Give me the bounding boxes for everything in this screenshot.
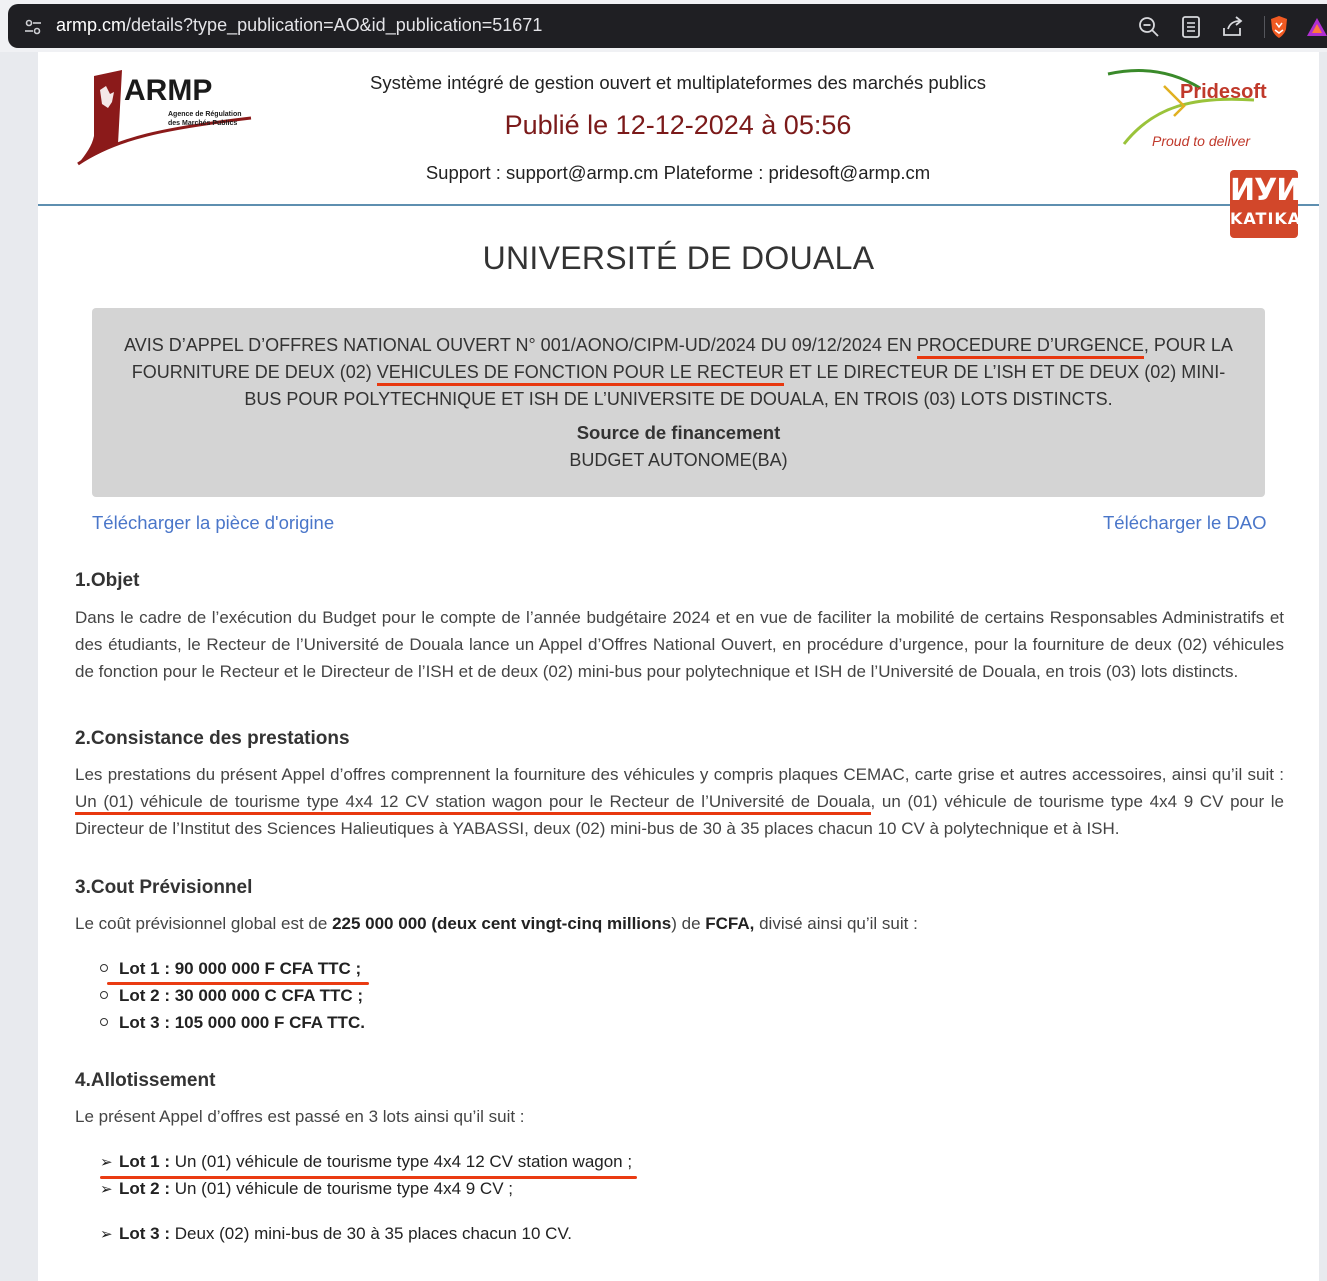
armp-logo[interactable] [76, 68, 256, 166]
circle-bullet-icon [100, 1018, 108, 1026]
section-cout-title: 3.Cout Prévisionnel [75, 877, 253, 898]
circle-bullet-icon [100, 991, 108, 999]
zoom-icon[interactable] [1136, 14, 1162, 40]
katika-logo[interactable]: ИУИ KATIKA [1230, 170, 1298, 238]
svg-text:des Marchés Publics: des Marchés Publics [168, 120, 238, 127]
highlight-vehicules-recteur: VEHICULES DE FONCTION POUR LE RECTEUR [377, 362, 784, 386]
arrow-bullet-icon: ➢ [100, 1226, 113, 1243]
publication-date: Publié le 12-12-2024 à 05:56 [504, 110, 852, 140]
brave-shields-icon[interactable] [1266, 14, 1292, 40]
highlight-vehicule-recteur: Un (01) véhicule de tourisme type 4x4 12 CV station wagon pour le Recteur de l’Université de Douala [75, 792, 871, 815]
organization-title: UNIVERSITÉ DE DOUALA [482, 240, 875, 276]
svg-text:Agence de Régulation: Agence de Régulation [168, 111, 242, 118]
section-objet-text: Dans le cadre de l’exécution du Budget pour le compte de l’année budgétaire 2024 et en vue de faciliter la mobilité de certains Responsables Administratifs et des étudiants, le Recteur de l’Université de Douala lance un Appel d’Offres National Ouvert, en procédure d’urgence, pour la fourniture de deux (02) véhicules de fonction pour le Recteur et le Directeur de l’ISH et de deux (02) mini-bus pour polytechnique et ISH de l’Université de Douala, en trois (03) lots distincts. [75, 608, 1284, 681]
funding-source-value: BUDGET AUTONOME(BA) [569, 450, 788, 470]
site-settings-icon[interactable] [22, 16, 44, 38]
section-allotissement-intro: Le présent Appel d’offres est passé en 3 lots ainsi qu’il suit : [75, 1107, 525, 1126]
section-objet-title: 1.Objet [75, 570, 140, 591]
arrow-bullet-icon: ➢ [100, 1154, 113, 1171]
svg-text:ARMP: ARMP [124, 74, 213, 107]
system-title: Système intégré de gestion ouvert et multiplateformes des marchés publics [370, 72, 986, 93]
browser-toolbar [0, 0, 1327, 52]
share-icon[interactable] [1220, 14, 1246, 40]
support-contacts: Support : support@armp.cm Plateforme : pridesoft@armp.cm [425, 162, 931, 183]
cost-lot-2: Lot 2 : 30 000 000 C CFA TTC ; [100, 986, 363, 1006]
allot-lot-3: ➢ Lot 3 : Deux (02) mini-bus de 30 à 35 places chacun 10 CV. [100, 1224, 572, 1243]
address-bar[interactable] [8, 4, 1327, 48]
svg-text:Pridesoft: Pridesoft [1180, 81, 1267, 103]
section-cout-intro: Le coût prévisionnel global est de 225 000 000 (deux cent vingt-cinq millions) de FCFA, divisé ainsi qu’il suit : [75, 914, 918, 933]
cost-lot-3: Lot 3 : 105 000 000 F CFA TTC. [100, 1013, 365, 1033]
reader-mode-icon[interactable] [1178, 14, 1204, 40]
allot-lot-2: ➢ Lot 2 : Un (01) véhicule de tourisme type 4x4 9 CV ; [100, 1179, 513, 1198]
circle-bullet-icon [100, 964, 108, 972]
funding-source-label: Source de financement [576, 422, 781, 443]
section-allotissement-title: 4.Allotissement [75, 1070, 216, 1091]
download-dao-link[interactable]: Télécharger le DAO [1103, 512, 1267, 533]
notice-title: AVIS D’APPEL D’OFFRES NATIONAL OUVERT N° 001/AONO/CIPM-UD/2024 DU 09/12/2024 EN PROCEDURE D’URGENCE, POUR LA FOURNITURE DE DEUX (02) VEHICULES DE FONCTION POUR LE RECTEUR ET LE DIRECTEUR DE L’ISH ET DE DEUX (02) MINI-BUS POUR POLYTECHNIQUE ET ISH DE L’UNIVERSITE DE DOUALA, EN TROIS (03) LOTS DISTINCTS. [124, 335, 1233, 409]
site-header [38, 52, 1319, 228]
cost-lot-1: Lot 1 : 90 000 000 F CFA TTC ; [100, 959, 361, 979]
pridesoft-logo[interactable] [1104, 66, 1280, 152]
highlight-procedure-urgence: PROCEDURE D’URGENCE [917, 335, 1144, 359]
brave-rewards-icon[interactable] [1304, 14, 1327, 40]
allot-lot-1: ➢ Lot 1 : Un (01) véhicule de tourisme type 4x4 12 CV station wagon ; [100, 1152, 633, 1171]
download-original-link[interactable]: Télécharger la pièce d'origine [92, 512, 335, 533]
section-consistance-title: 2.Consistance des prestations [75, 728, 350, 749]
section-consistance-text: Les prestations du présent Appel d’offres comprennent la fourniture des véhicules y compris plaques CEMAC, carte grise et autres accessoires, ainsi qu’il suit : Un (01) véhicule de tourisme type 4x4 12 CV station wagon pour le Recteur de l’Université de Douala, un (01) véhicule de tourisme type 4x4 9 CV pour le Directeur de l’Institut des Sciences Halieutiques à YABASSI, deux (02) mini-bus de 30 à 35 places chacun 10 CV à polytechnique et à ISH. [75, 765, 1285, 838]
notice-summary-box [92, 308, 1265, 497]
arrow-bullet-icon: ➢ [100, 1181, 113, 1198]
annotation-underline-lot1-cost [107, 982, 369, 985]
url-text[interactable]: armp.cm/details?type_publication=AO&id_publication=51671 [56, 15, 543, 35]
toolbar-separator [1264, 16, 1265, 38]
page-content [38, 52, 1319, 1281]
svg-text:Proud to deliver: Proud to deliver [1152, 133, 1251, 149]
